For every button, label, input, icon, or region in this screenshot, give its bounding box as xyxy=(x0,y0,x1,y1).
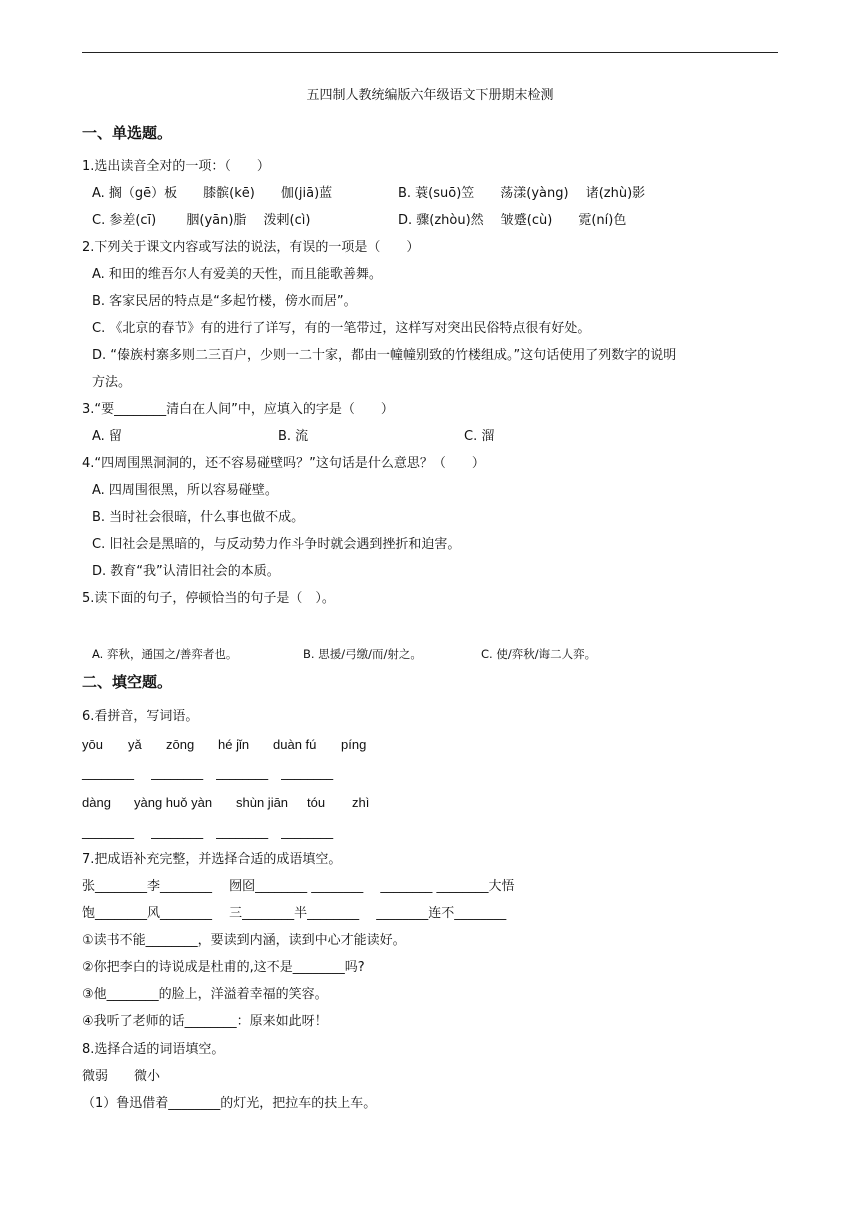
question-2-option-b: B. 客家民居的特点是“多起竹楼，傍水而居”。 xyxy=(92,294,357,309)
page-title: 五四制人教统编版六年级语文下册期末检测 xyxy=(306,88,554,103)
question-1-stem: 1.选出读音全对的一项：（ ） xyxy=(82,159,270,174)
question-4-option-a: A. 四周围很黑，所以容易碰壁。 xyxy=(92,483,278,498)
idiom-sentence-3: ③他________的脸上，洋溢着幸福的笑容。 xyxy=(82,987,328,1002)
header-rule xyxy=(82,52,778,53)
pinyin-item: duàn fú xyxy=(273,737,317,752)
pinyin-item: dàng xyxy=(82,795,111,810)
question-4-option-b: B. 当时社会很暗，什么事也做不成。 xyxy=(92,510,305,525)
question-1-option-a: A. 搁（gē）板 膝髌(kē) 伽(jiā)蓝 xyxy=(92,186,333,201)
question-5-stem: 5.读下面的句子，停顿恰当的句子是（ ）。 xyxy=(82,591,335,606)
word-choices: 微弱 微小 xyxy=(82,1069,161,1084)
question-5-option-a: A. 弈秋，通国之/善弈者也。 xyxy=(92,647,238,661)
idiom-sentence-4: ④我听了老师的话________：原来如此呀！ xyxy=(82,1014,328,1029)
question-2-option-d-line1: D. “傣族村寨多则二三百户，少则一二十家，都由一幢幢别致的竹楼组成。”这句话使用了列数字的说明 xyxy=(92,348,677,363)
question-4-option-d: D. 教育“我”认清旧社会的本质。 xyxy=(92,564,280,579)
pinyin-item: yōu xyxy=(82,737,103,752)
question-3-option-c: C. 溜 xyxy=(464,429,495,444)
question-2-option-d-line2: 方法。 xyxy=(92,375,132,390)
pinyin-item: yàng huǒ yàn xyxy=(134,795,213,810)
pinyin-item: shùn jiān xyxy=(236,795,289,810)
idiom-line-1: 张________李________ 囫囵________ ________ ________ ________大悟 xyxy=(82,879,515,894)
question-1-option-b: B. 蓑(suō)笠 荡漾(yàng) 诸(zhù)影 xyxy=(398,186,646,201)
pinyin-item: zōng xyxy=(166,737,195,752)
section-heading-single-choice: 一、单选题。 xyxy=(82,124,173,142)
section-heading-fill-blank: 二、填空题。 xyxy=(82,673,173,691)
pinyin-item: yǎ xyxy=(128,737,142,752)
pinyin-item: hé jǐn xyxy=(218,737,250,752)
question-1-option-d: D. 骤(zhòu)然 皱蹙(cù) 霓(ní)色 xyxy=(398,213,627,228)
idiom-sentence-2: ②你把李白的诗说成是杜甫的,这不是________吗? xyxy=(82,960,365,975)
question-7-stem: 7.把成语补充完整，并选择合适的成语填空。 xyxy=(82,852,342,867)
question-3-stem: 3.“要________清白在人间”中，应填入的字是（ ） xyxy=(82,402,394,417)
question-3-option-a: A. 留 xyxy=(92,429,122,444)
question-4-option-c: C. 旧社会是黑暗的，与反动势力作斗争时就会遇到挫折和迫害。 xyxy=(92,537,461,552)
question-5-option-c: C. 使/弈秋/诲二人弈。 xyxy=(481,647,597,661)
question-3-option-b: B. 流 xyxy=(278,429,309,444)
question-6-stem: 6.看拼音，写词语。 xyxy=(82,709,199,724)
question-8-sentence-1: （1）鲁迅借着________的灯光，把拉车的扶上车。 xyxy=(82,1096,377,1111)
pinyin-item: tóu xyxy=(307,795,326,810)
question-2-option-a: A. 和田的维吾尔人有爱美的天性，而且能歌善舞。 xyxy=(92,267,382,282)
idiom-sentence-1: ①读书不能________，要读到内涵，读到中心才能读好。 xyxy=(82,933,406,948)
answer-blanks-row-1: ________ ________ ________ ________ xyxy=(82,766,334,781)
question-5-option-b: B. 思援/弓缴/而/射之。 xyxy=(303,647,422,661)
pinyin-item: zhì xyxy=(352,795,370,810)
question-1-option-c: C. 参差(cī) 胭(yān)脂 泼剌(cì) xyxy=(92,213,311,228)
question-2-option-c: C. 《北京的春节》有的进行了详写，有的一笔带过，这样写对突出民俗特点很有好处。 xyxy=(92,321,591,336)
answer-blanks-row-2: ________ ________ ________ ________ xyxy=(82,825,334,840)
idiom-line-2: 饱________风________ 三________半________ ________连不________ xyxy=(82,906,507,921)
question-2-stem: 2.下列关于课文内容或写法的说法，有误的一项是（ ） xyxy=(82,240,420,255)
question-8-stem: 8.选择合适的词语填空。 xyxy=(82,1042,225,1057)
question-4-stem: 4.“四周围黑洞洞的，还不容易碰壁吗？”这句话是什么意思？（ ） xyxy=(82,456,485,471)
pinyin-item: píng xyxy=(341,737,367,752)
